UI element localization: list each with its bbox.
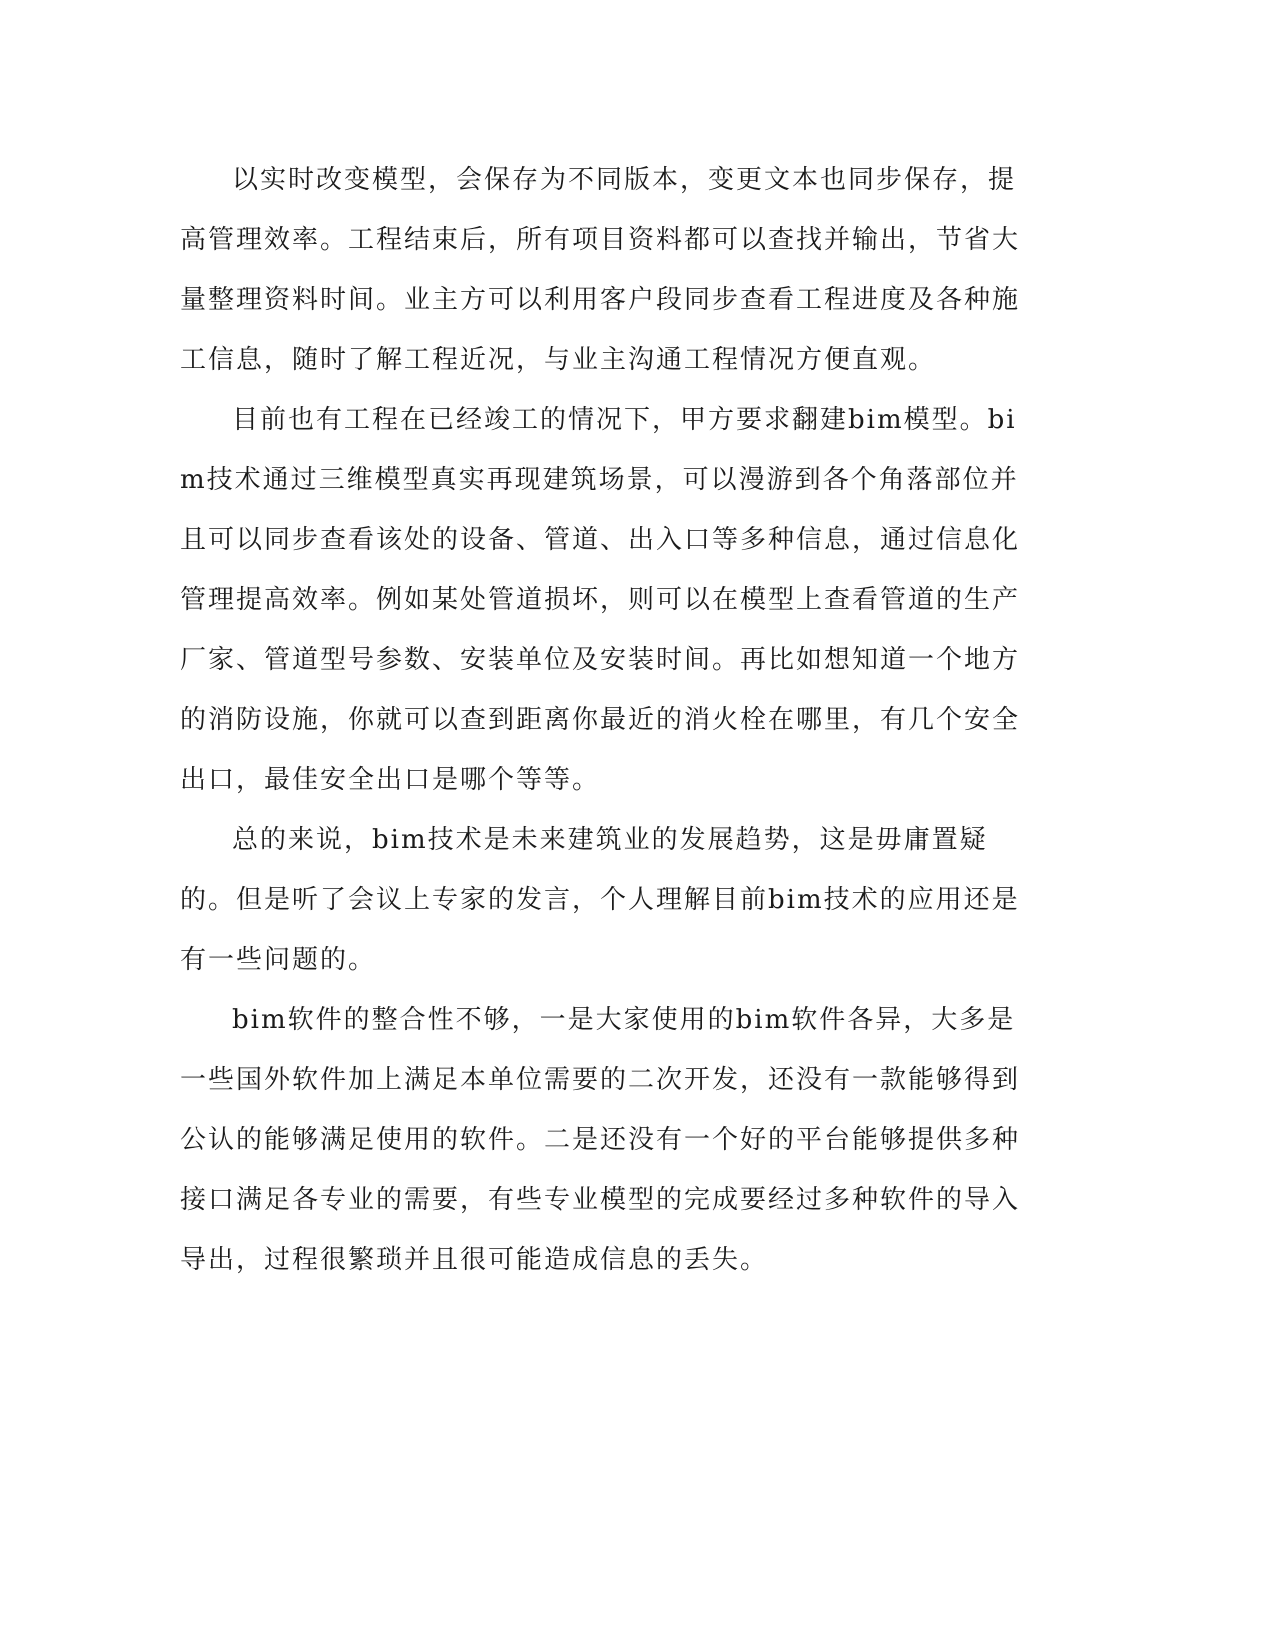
document-body <box>180 150 1030 1290</box>
paragraph-4: bim软件的整合性不够，一是大家使用的bim软件各异，大多是一些国外软件加上满足本单位需要的二次开发，还没有一款能够得到公认的能够满足使用的软件。二是还没有一个好的平台能够提供多种接口满足各专业的需要，有些专业模型的完成要经过多种软件的导入导出，过程很繁琐并且很可能造成信息的丢失。 <box>180 1005 1021 1275</box>
paragraph-1: 以实时改变模型，会保存为不同版本，变更文本也同步保存，提高管理效率。工程结束后，所有项目资料都可以查找并输出，节省大量整理资料时间。业主方可以利用客户段同步查看工程进度及各种施工信息，随时了解工程近况，与业主沟通工程情况方便直观。 <box>180 165 1021 375</box>
paragraph-2: 目前也有工程在已经竣工的情况下，甲方要求翻建bim模型。bim技术通过三维模型真实再现建筑场景，可以漫游到各个角落部位并且可以同步查看该处的设备、管道、出入口等多种信息，通过信息化管理提高效率。例如某处管道损坏，则可以在模型上查看管道的生产厂家、管道型号参数、安装单位及安装时间。再比如想知道一个地方的消防设施，你就可以查到距离你最近的消火栓在哪里，有几个安全出口，最佳安全出口是哪个等等。 <box>180 405 1021 795</box>
paragraph-3: 总的来说，bim技术是未来建筑业的发展趋势，这是毋庸置疑的。但是听了会议上专家的发言，个人理解目前bim技术的应用还是有一些问题的。 <box>180 825 1020 975</box>
